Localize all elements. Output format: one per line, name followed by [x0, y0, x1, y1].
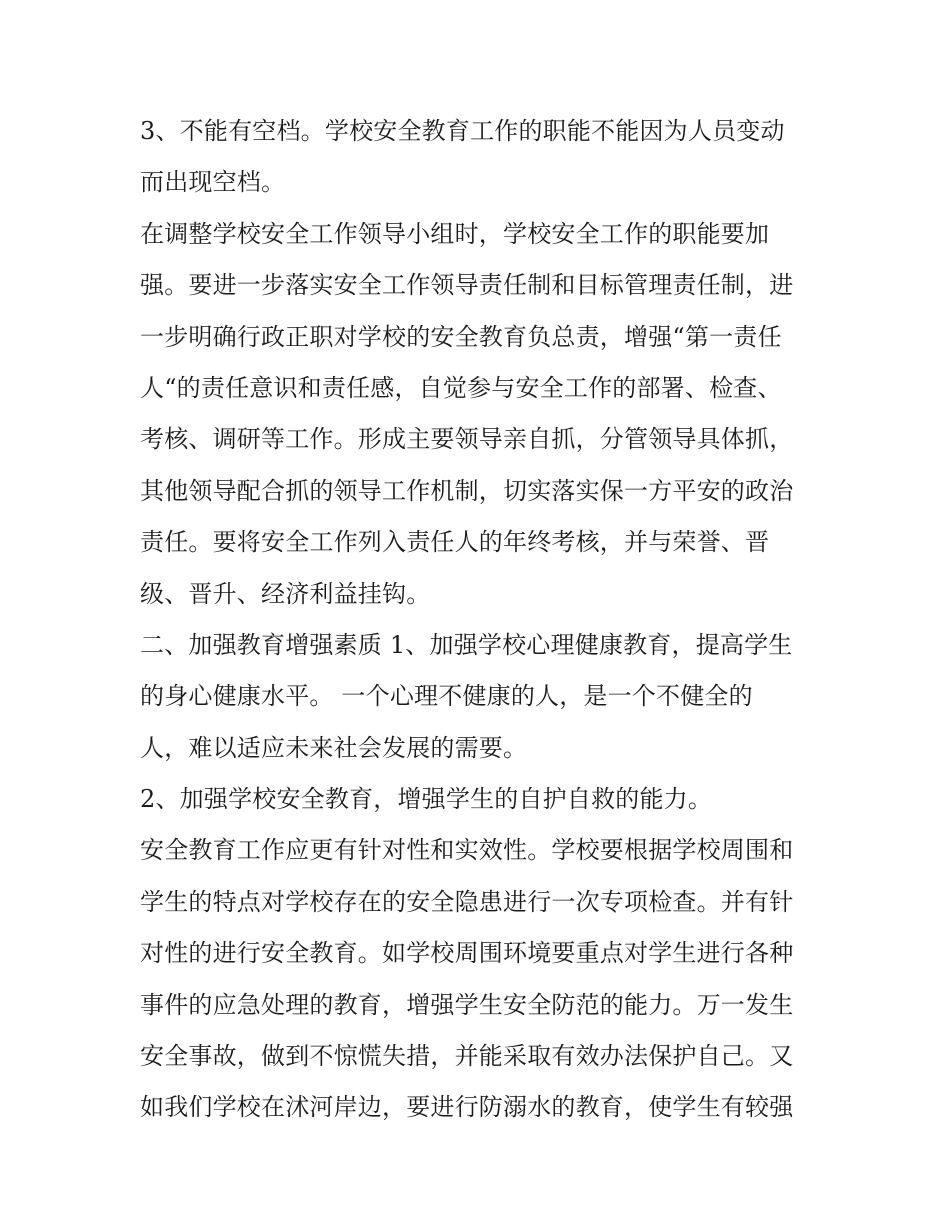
text-line: 而出现空档。: [140, 168, 286, 197]
text-line: 2、加强学校安全教育，增强学生的自护自救的能力。: [140, 785, 713, 814]
text-line: 3、不能有空档。学校安全教育工作的职能不能因为人员变动: [140, 117, 785, 145]
text-line: 事件的应急处理的教育，增强学生安全防范的能力。万一发生: [140, 990, 794, 1019]
text-line: 一步明确行政正职对学校的安全教育负总责，增强“第一责任: [140, 322, 782, 351]
text-line: 对性的进行安全教育。如学校周围环境要重点对学生进行各种: [140, 939, 794, 968]
document-body: [140, 106, 820, 1134]
text-line: 学生的特点对学校存在的安全隐患进行一次专项检查。并有针: [140, 887, 794, 916]
text-line: 如我们学校在沭河岸边，要进行防溺水的教育，使学生有较强: [140, 1093, 794, 1122]
text-line: 强。要进一步落实安全工作领导责任制和目标管理责任制，进: [140, 271, 794, 300]
text-line: 级、晋升、经济利益挂钩。: [140, 579, 431, 608]
text-line: 二、加强教育增强素质 1、加强学校心理健康教育，提高学生: [140, 630, 793, 659]
text-line: 责任。要将安全工作列入责任人的年终考核，并与荣誉、晋: [140, 528, 770, 557]
text-line: 在调整学校安全工作领导小组时，学校安全工作的职能要加: [140, 219, 770, 248]
text-line: 人，难以适应未来社会发展的需要。: [140, 733, 528, 762]
text-line: 的身心健康水平。 一个心理不健康的人，是一个不健全的: [140, 682, 753, 711]
text-line: 安全事故，做到不惊慌失措，并能采取有效办法保护自己。又: [140, 1042, 794, 1071]
text-line: 其他领导配合抓的领导工作机制，切实落实保一方平安的政治: [140, 476, 794, 505]
text-line: 考核、调研等工作。形成主要领导亲自抓，分管领导具体抓，: [140, 425, 794, 454]
text-line: 安全教育工作应更有针对性和实效性。学校要根据学校周围和: [140, 836, 794, 865]
text-line: 人“的责任意识和责任感，自觉参与安全工作的部署、检查、: [140, 373, 782, 402]
